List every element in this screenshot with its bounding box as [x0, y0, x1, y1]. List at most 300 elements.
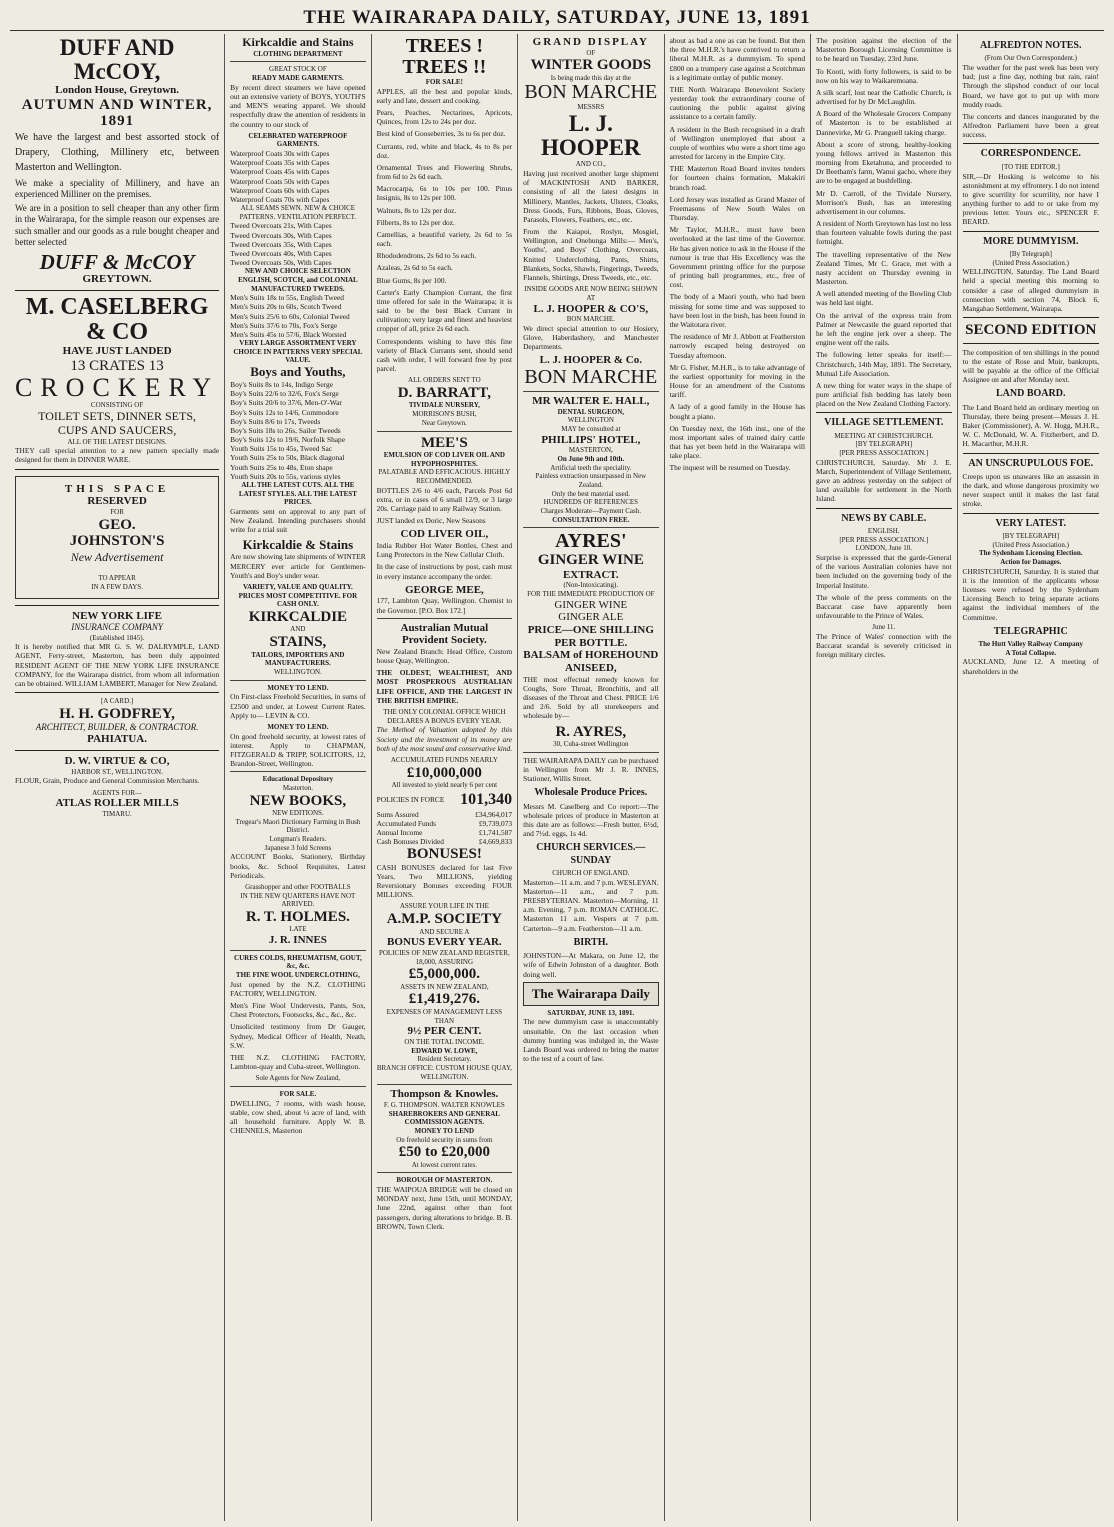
boys-suit-item: Youth Suits 25s to 48s, Eton shape — [230, 462, 333, 472]
bonus-every: BONUS EVERY YEAR. — [387, 936, 502, 949]
sydenham-text: CHRISTCHURCH, Saturday. It is stated that it is the intention of the applicants whose licenses were refused by the Sydenham Licensing Bench to bring separate actions against the individual members of the Committee. — [962, 566, 1099, 622]
accumulated: ACCUMULATED FUNDS NEARLY — [390, 755, 498, 764]
virtue-sub: HARBOR ST., WELLINGTON. — [71, 767, 163, 776]
overcoat-item: Tweed Overcoats 21s, With Capes — [230, 221, 332, 231]
cable-text-3: The Prince of Wales' connection with the Baccarat scandal is severely criticised in foreign military circles. — [816, 631, 952, 660]
birth-title: BIRTH. — [573, 936, 609, 948]
dummyism-title: MORE DUMMYISM. — [982, 235, 1079, 247]
dummyism-text: WELLINGTON, Saturday. The Land Board held a special meeting this morning to consider a case of alleged dummyism in connection with section 74, Block 6, Mangahao Settlement, Wairarapa. — [962, 267, 1099, 313]
funds-row — [377, 819, 512, 828]
tregear: Tregear's Maori Dictionary Farming in Bush District. — [235, 817, 361, 835]
price: PRICE—ONE SHILLING PER BOTTLE. — [527, 624, 654, 649]
sum-assured-row — [377, 810, 512, 819]
silk-scarf: A silk scarf, lost near the Catholic Church, is advertised for by Dr McLaughlin. — [816, 87, 952, 107]
church-title: CHURCH SERVICES.—SUNDAY — [536, 842, 646, 866]
boys-suit-item: Boy's Suits 12s to 19/6, Norfolk Shape — [230, 435, 346, 445]
land-board-title: LAND BOARD. — [996, 388, 1066, 400]
caselberg-sub: HAVE JUST LANDED — [62, 344, 172, 357]
lost-fowls: A resident of North Greytown has lost no less than fourteen valuable fowls during the past fortnight. — [816, 219, 952, 247]
licensing-position: The position against the election of the Masterton Borough Licensing Committee is to be heard on Tuesday, 23rd June. — [816, 36, 952, 64]
abbott-residence: The residence of Mr J. Abbott at Featherston narrowly escaped being destroyed on Tuesday afternoon. — [669, 332, 806, 360]
bon-marche-sm: BON MARCHE. — [566, 315, 615, 324]
lord-jersey: Lord Jersey was installed as Grand Master of Freemasons of New South Wales on Thursday. — [669, 194, 806, 223]
suit-item: Men's Suits 18s to 55s, English Tweed — [230, 293, 344, 303]
correspondence-to: [TO THE EDITOR.] — [1001, 162, 1060, 171]
card-label: [A CARD.] — [100, 697, 134, 706]
birth-text: JOHNSTON—At Makara, on June 12, the wife of Edwin Johnston of a daughter. Both doing well. — [523, 951, 659, 979]
cable-date-2: June 11. — [872, 623, 896, 632]
rhododendrons: Rhododendrons, 2s 6d to 5s each. — [376, 251, 477, 261]
dental-wellington: WELLINGTON — [567, 416, 614, 425]
inquest: The inquest will be resumed on Tuesday. — [669, 463, 791, 473]
money-lend-3: MONEY TO LEND — [414, 1126, 475, 1135]
carroll-nursery: Mr D. Carroll, of the Tividale Nursery, Morrison's Bush, has an interesting advertisement in our columns. — [816, 188, 952, 216]
nyl-sub: INSURANCE COMPANY — [71, 622, 163, 633]
virtue-name: D. W. VIRTUE & CO, — [64, 755, 170, 768]
policies-num: 101,340 — [460, 790, 513, 808]
boys-suit-item: Boy's Suits 8/6 to 17s, Tweeds — [230, 416, 321, 426]
grasshopper: Grasshopper and other FOOTBALLS — [245, 882, 351, 891]
george-addr: 177, Lambton Quay, Wellington. Chemist to the Governor. [P.O. Box 172.] — [376, 596, 513, 615]
column-4 — [518, 34, 664, 1521]
apples: APPLES, all the best and popular kinds, early and late, dessert and cooking. — [376, 86, 513, 105]
inside: INSIDE GOODS ARE NOW BEING SHOWN AT — [524, 285, 658, 302]
consisting: CONSISTING OF — [90, 401, 144, 410]
godfrey-name: H. H. GODFREY, — [59, 705, 175, 722]
overcoat-item: Tweed Overcoats 50s, With Capes — [230, 258, 332, 268]
reserved-1: THIS SPACE — [64, 482, 170, 495]
ginger-wine-2: GINGER WINE — [554, 598, 628, 611]
hooper-bon: L. J. HOOPER & CO'S, — [533, 302, 649, 315]
village-press: [PER PRESS ASSOCIATION.] — [839, 449, 929, 458]
winter-goods: WINTER GOODS — [530, 57, 652, 74]
account-books: ACCOUNT Books, Stationery, Birthday books, &c. School Requisites, Latest Periodicals. — [230, 852, 366, 880]
cable-sub: ENGLISH. — [867, 527, 900, 536]
cures: CURES COLDS, RHEUMATISM, GOUT, &c, &c. — [234, 953, 362, 971]
taylor: Mr Taylor, M.H.R., must have been overlooked at the last time of the Governor. He has given notice to ask in the House if the rumour is true that His Excellency was the Government printing office for the purpose of printing ball programmes, etc., free of cost. — [669, 225, 806, 290]
policies-nz: POLICIES OF NEW ZEALAND REGISTER, 18,000, ASSURING — [378, 948, 510, 966]
ginger-wine: GINGER WINE — [537, 552, 644, 569]
latest-styles: ALL THE LATEST CUTS. ALL THE LATEST STYLES. ALL THE LATEST PRICES. — [238, 480, 357, 507]
second-edition: SECOND EDITION — [965, 322, 1097, 339]
dental-dates: On June 9th and 10th. — [557, 454, 625, 463]
village-sub: MEETING AT CHRISTCHURCH. — [834, 431, 934, 440]
travelling-rep: The travelling representative of the New Zealand Times, Mr C. Grace, met with a nasty accident on Thursday evening in Masterton. — [816, 249, 952, 287]
village-text: CHRISTCHURCH, Saturday. Mr J. E. March, Superintendent of Village Settlement, gave an address yesterday on the subject of land available for settlement in the North Island. — [816, 457, 952, 504]
boys-suit-item: Boy's Suits 12s to 14/6, Commodore — [230, 407, 339, 417]
total-collapse: A Total Collapse. — [1005, 648, 1057, 657]
hooper-and-co: AND CO., — [575, 160, 606, 169]
hooper-text: Having just received another large shipment of MACKINTOSH AND BARKER, consisting of all the latest designs in Millinery, Mantles, Jackets, Ulsters, Cloaks, Dress Goods, Furs, Ribbons, Boas, Gloves, Parasols, Flowers, Feathers, etc., etc. — [523, 169, 659, 224]
leader: The new dummyism case is unaccountably unsuitable. On the last occasion when dummy hunting was indulged in, the Waste Lands Board was ordered to bring the matter to the test of a court of law. — [523, 1017, 659, 1064]
new-select: NEW AND CHOICE SELECTION ENGLISH, SCOTCH, and COLONIAL MANUFACTURED TWEEDS. — [238, 267, 358, 293]
all-invested: All invested to yield nearly 6 per cent — [391, 781, 498, 790]
hooper-heading: L. J. HOOPER — [540, 111, 641, 161]
crockery-heading: CROCKERY — [15, 373, 220, 403]
mens-fine: Men's Fine Wool Undervests, Pants, Sox, Chest Protectors, Footsocks, &c., &c., &c. — [230, 1001, 366, 1020]
kirk3-wellington: WELLINGTON. — [273, 667, 322, 676]
pears: Pears, Peaches, Nectarines, Apricots, Quinces, from 12s to 24s per doz. — [376, 108, 513, 127]
oldest: THE OLDEST, WEALTHIEST, AND MOST PROSPEROUS AUSTRALIAN LIFE OFFICE, AND THE LARGEST IN THE BRITISH EMPIRE. — [376, 668, 513, 705]
very-latest-title: VERY LATEST. — [995, 517, 1067, 529]
north-benevolent: THE North Wairarapa Benevolent Society yesterday took the extraordinary course of cautioning the public against giving assistance to a certain family. — [669, 84, 806, 122]
crockery-designs: ALL OF THE LATEST DESIGNS. — [67, 437, 167, 446]
being-made: Is being made this day at the — [550, 73, 631, 82]
walnuts: Walnuts, 8s to 12s per doz. — [376, 205, 457, 215]
bon-marche-2: BON MARCHE — [524, 365, 658, 388]
overcoats-list — [230, 221, 365, 267]
grocers-board: A Board of the Wholesale Grocers Company of Masterton is to be established at Dannevirke, Mr G. Pranguell taking charge. — [816, 109, 952, 137]
seams-sewn: ALL SEAMS SEWN. NEW & CHOICE PATTERNS. VENTILATION PERFECT. — [239, 204, 357, 221]
boys-title: Boys and Youths, — [250, 364, 346, 380]
large-stock: VERY LARGE ASSORTMENT VERY CHOICE IN PATTERNS VERY SPECIAL VALUE. — [233, 339, 363, 365]
nz-branch: New Zealand Branch: Head Office, Custom house Quay, Wellington. — [376, 646, 513, 666]
orders: ALL ORDERS SENT TO — [408, 376, 481, 385]
at-lowest: At lowest current rates. — [411, 1160, 478, 1169]
assets-nz: ASSETS IN NEW ZEALAND, — [400, 982, 489, 991]
dental-masterton: MASTERTON, — [568, 446, 613, 455]
crockery-cups: CUPS AND SAUCERS, — [57, 422, 177, 437]
branch-office: BRANCH OFFICE: CUSTOM HOUSE QUAY, WELLINGTON. — [376, 1063, 512, 1081]
only-colonial: THE ONLY COLONIAL OFFICE WHICH DECLARES A BONUS EVERY YEAR. — [383, 708, 506, 725]
second-text: The composition of ten shillings in the pound to the estate of Rose and Muir, bankrupts, will be payable at the office of the Official Assignee on and after Monday next. — [962, 347, 1099, 385]
bonuses: BONUSES! — [406, 846, 482, 863]
messrs: MESSRS — [577, 103, 605, 112]
duff-season: AUTUMN AND WINTER, 1891 — [21, 96, 213, 130]
only-visit: Only the best material used. — [551, 489, 630, 498]
unsolicited: Unsolicited testimony from Dr Gauger, Sydney, Medical Officer of Health, Neath, S.W. — [230, 1022, 366, 1050]
money-lend-2: MONEY TO LEND. — [267, 722, 329, 731]
consulted: MAY be consulted at — [561, 424, 621, 433]
boys-suits-list — [230, 380, 365, 481]
reserved-geo: GEO. — [98, 516, 136, 533]
sum-assured: £34,964,017 — [475, 809, 513, 819]
alfredton-text: The weather for the past week has been very bad; just a fine day, nothing but rain, rain! Through the slipshod conduct of our local Board, we have got to put up with more muddy roads. — [962, 63, 1099, 109]
assure: ASSURE YOUR LIFE IN THE — [399, 902, 489, 911]
bowling-club: A well attended meeting of the Bowling Club was held last night. — [816, 289, 952, 308]
hall: MR WALTER E. HALL, — [532, 394, 650, 407]
edu-masterton: Masterton. — [282, 783, 313, 792]
hutt-valley: The Hutt Valley Railway Company — [978, 640, 1084, 649]
non-intox: (Non-Intoxicating). — [563, 581, 619, 590]
garments-note: Garments sent on approval to any part of New Zealand. Intending purchasers should write for a trial suit — [230, 506, 366, 535]
money-lend-1: MONEY TO LEND. — [267, 683, 329, 692]
emulsion: EMULSION OF COD LIVER OIL AND HYPOPHOSPHITES. — [383, 451, 505, 468]
very-latest-press: (United Press Association.) — [992, 540, 1069, 549]
bottles: BOTTLES 2/6 to 4/6 each, Parcels Post 6d extra, or in cases of 6 small 12/9, or 3 large 20s. Carriage paid to any Railway Station. — [376, 485, 513, 514]
bush-resident: A resident in the Bush recognised in a draft of Wellington unemployed that about a couple of worthies who were a short time ago arrested for larceny in the Empire City. — [669, 124, 806, 162]
duff-signature: DUFF & McCOY — [39, 249, 195, 274]
artificial: Artificial teeth the speciality. — [550, 463, 632, 472]
paper-banner: The Wairarapa Daily — [523, 982, 658, 1006]
freehold: On freehold security in sums from — [396, 1135, 493, 1144]
reserved-johnston: JOHNSTON'S — [69, 533, 165, 550]
funds: £9,739,073 — [478, 818, 513, 828]
newspaper-columns — [10, 34, 1104, 1521]
five-mil: £5,000,000. — [408, 966, 480, 983]
wholesale-title: Wholesale Produce Prices. — [534, 787, 648, 799]
suits-list — [230, 293, 365, 339]
macrocarpa: Macrocarpa, 6s to 10s per 100. Pinus Insignis, 8s to 12s per 100. — [376, 184, 513, 203]
money-range: £50 to £20,000 — [398, 1144, 490, 1161]
morrisons: MORRISON'S BUSH, — [412, 410, 477, 419]
cash-bonus-label: Cash Bonuses Divided — [376, 837, 444, 847]
agents: AGENTS FOR— — [92, 788, 143, 797]
cuba: 30, Cuba-street Wellington — [553, 740, 629, 749]
holmes-late: LATE — [289, 925, 307, 934]
george-mee: GEORGE MEE, — [404, 583, 484, 596]
phillips: PHILLIPS' HOTEL, — [541, 433, 641, 446]
overcoat-item: Tweed Overcoats 35s, With Capes — [230, 239, 332, 249]
grand-display: GRAND DISPLAY — [532, 36, 649, 48]
near-greytown: Near Greytown. — [421, 418, 467, 427]
income-label: Annual Income — [376, 827, 423, 837]
nyl-title: NEW YORK LIFE — [72, 609, 162, 622]
church-services: Masterton—11 a.m. and 7 p.m. WESLEYAN. Masterton—11 a.m., and 7 p.m. PRESBYTERIAN. Masterton—Morning, 11 a.m. Evening, 7 p.m. ROMAN CATHOLIC. Masterton 11 a.m. Vespers at 7 p.m. Carterton—9 a.m. Featherston—11 a.m. — [523, 877, 659, 933]
correspondents: Correspondents wishing to have this fine variety of Black Currants sent, should send cash with order, I will forward free by post parcel. — [376, 336, 513, 374]
duff-text3: We are in a position to sell cheaper than any other firm in the Wairarapa, for the simple reason our expenses are such smaller and our goods as a rule bought cheaper and better selected — [15, 203, 220, 247]
suit-item: Men's Suits 20s to 60s, Scotch Tweed — [230, 302, 342, 312]
unscrupulous-text: Creeps upon us unawares like an assassin in the dark, and whose dangerous proximity we never suspect until it makes the last fatal stroke. — [962, 471, 1099, 509]
godfrey-town: PAHIATUA. — [87, 733, 147, 746]
sydenham: The Sydenham Licensing Election. — [979, 549, 1083, 558]
currants: Currants, red, white and black, 4s to 8s per doz. — [376, 141, 513, 160]
waterproof-list — [230, 149, 365, 204]
kirk-intro: By recent direct steamers we have opened out an extensive variety of BOYS, YOUTH'S and MEN'S wearing apparel. We should respectfully draw the attention of residents in the country to our stock of — [230, 82, 366, 129]
kirk-title: Kirkcaldie and Stains — [242, 35, 354, 49]
cod-liver: COD LIVER OIL, — [400, 528, 489, 541]
blue-gums: Blue Gums, 8s per 100. — [376, 275, 447, 285]
bridge-notice: THE WAIPOUA BRIDGE will be closed on MONDAY next, June 15th, until MONDAY, June 22nd, against other than foot passengers, during alterations to bridge. B. B. BROWN, Town Clerk. — [376, 1185, 513, 1231]
immediate: FOR THE IMMEDIATE PRODUCTION OF — [527, 590, 655, 599]
waterproof-heading: CELEBRATED WATERPROOF GARMENTS. — [248, 131, 348, 149]
duff-text: We have the largest and best assorted stock of Drapery, Clothing, Millinery etc, between Masterton and Wellington. — [15, 131, 220, 173]
india: India Rubber Hot Water Bottles, Chest and Lung Protectors in the New Cellular Cloth. — [376, 541, 513, 560]
palatable: PALATABLE AND EFFICACIOUS. HIGHLY RECOMMENDED. — [378, 468, 511, 486]
masthead-title: THE WAIRARAPA DAILY, SATURDAY, JUNE 13, 1891 — [303, 7, 811, 28]
bonuses-text: CASH BONUSES declared for last Five Years, Two MILLIONS, yielding Reversionary Bonuses exceeding FOUR MILLIONS. — [376, 862, 513, 900]
duff-title: DUFF AND McCOY, — [59, 35, 175, 85]
amp-society: A.M.P. SOCIETY — [386, 911, 503, 928]
variety: VARIETY, VALUE AND QUALITY. PRICES MOST COMPETITIVE. FOR CASH ONLY. — [238, 582, 358, 609]
landed: JUST landed ex Doric, New Seasons — [376, 516, 486, 526]
boys-suit-item: Youth Suits 25s to 50s, Black diagonal — [230, 453, 345, 463]
maori-body: The body of a Maori youth, who had been missing for some time and was supposed to have been lost in the bush, has been found in the Waitotara river. — [669, 292, 806, 329]
trees-heading-2: TREES !! — [402, 56, 487, 78]
pct: 9½ PER CENT. — [407, 1025, 482, 1038]
correspondence-title: CORRESPONDENCE. — [980, 148, 1081, 160]
borough: BOROUGH OF MASTERTON. — [396, 1176, 493, 1185]
japanese-screens: Japanese 3 fold Screens — [264, 843, 332, 852]
action-damages: Action for Damages. — [1000, 558, 1062, 567]
policies-row — [377, 790, 512, 810]
sole-agents: Sole Agents for New Zealand, — [255, 1074, 341, 1083]
trees-heading: TREES ! — [405, 35, 483, 57]
tailors: TAILORS, IMPORTERS AND MANUFACTURERS. — [251, 650, 345, 668]
unscrupulous-title: AN UNSCRUPULOUS FOE. — [968, 457, 1094, 469]
cable-date: LONDON, June 10. — [855, 544, 912, 553]
kirk3-stains: STAINS, — [269, 634, 327, 651]
alfredton-from: (From Our Own Correspondent.) — [984, 54, 1078, 63]
kaiapoi: From the Kaiapoi, Roslyn, Mosgiel, Wellington, and Onehunga Mills:— Men's, Youths', and Boys' Clothing, Overcoats, Knitted Underclothing, Pants, Shirts, Blankets, Socks, Shawls, Fingerings, Tweeds, Flannels, Shirtings, Dress Tweeds, etc., etc. — [523, 227, 659, 282]
ayres-title: AYRES' — [555, 530, 627, 553]
telegraphic-title: TELEGRAPHIC — [993, 625, 1068, 637]
holmes: R. T. HOLMES. — [245, 908, 350, 925]
auckland-text: AUCKLAND, June 12. A meeting of shareholders in the — [962, 657, 1099, 676]
cattle-sale: On Tuesday next, the 16th inst., one of the most important sales of trained dairy cattle that has yet been held in the Wairarapa will take place. — [669, 423, 806, 461]
boys-suit-item: Youth Suits 20s to 55s, various styles — [230, 471, 341, 481]
method: The Method of Valuation adopted by this Society and the investment of its money are both of the most sound and conservative kind. — [376, 725, 513, 753]
consultation: CONSULTATION FREE. — [552, 515, 630, 524]
paper-date: SATURDAY, JUNE 13, 1891. — [547, 1008, 635, 1017]
kirk-dept: CLOTHING DEPARTMENT — [253, 49, 343, 58]
duff-signature-town: GREYTOWN. — [82, 272, 152, 285]
crockery-sets: TOILET SETS, DINNER SETS, — [38, 409, 197, 424]
boys-suit-item: Boy's Suits 22/6 to 32/6, Fox's Serge — [230, 389, 339, 399]
thompson-sub: F. G. THOMPSON. WALTER KNOWLES — [383, 1100, 505, 1109]
hooper2: L. J. HOOPER & Co. — [539, 354, 643, 367]
correspondence-text: SIR,—Dr Hosking is welcome to his astonishment at my effrontery. I do not intend to give scurrility for scurrility, nor have I anything further to add to or take from my previous letter. Yours etc., SPENCER F. BEARD. — [962, 171, 1099, 227]
new-thing: A new thing for water ways in the shape of pure artificial fish bedding has lately been placed on the New Zealand Clothing Factory. — [816, 380, 952, 409]
kirk2-title: Kirkcaldie & Stains — [242, 536, 354, 552]
ten-million: £10,000,000 — [406, 764, 482, 781]
charges: Charges Moderate—Payment Cash. — [540, 506, 642, 515]
bon-marche-heading: BON MARCHE — [524, 81, 658, 104]
cable-title: NEWS BY CABLE. — [841, 512, 927, 524]
reserved-3: FOR — [110, 507, 124, 516]
tividale: TIVIDALE NURSERY, — [408, 401, 480, 410]
for-sale-dwelling-heading: FOR SALE. — [279, 1089, 317, 1098]
dental: DENTAL SURGEON, — [557, 407, 625, 416]
gooseberries: Best kind of Gooseberries, 3s to 6s per doz. — [376, 129, 506, 139]
harbour-tenders: THE Masterton Road Board invites tenders for fourteen chains formation, Makakiri branch road. — [669, 164, 806, 192]
overcoat-item: Tweed Overcoats 30s, With Capes — [230, 230, 332, 240]
new-editions: NEW EDITIONS. — [272, 809, 324, 818]
balsam: BALSAM of HOREHOUND ANISEED, — [523, 649, 659, 675]
boys-suit-item: Boy's Suits 18s to 26s, Sailor Tweeds — [230, 425, 341, 435]
thompson: Thompson & Knowles. — [390, 1088, 499, 1101]
village-telegraph: [BY TELEGRAPH] — [855, 440, 913, 449]
column-5 — [665, 34, 811, 1521]
policies-label: POLICIES IN FORCE — [376, 795, 445, 805]
resident-sec: Resident Secretary. — [417, 1055, 472, 1064]
virtue-text: FLOUR, Grain, Produce and General Commission Merchants. — [15, 776, 200, 786]
edu-depository: Educational Depository — [262, 775, 334, 784]
waterproof-coat-item: Waterproof Coats 60s with Capes — [230, 185, 330, 195]
painless: Painless extraction unsurpassed in New Zealand. — [535, 472, 647, 489]
assets-num: £1,419,276. — [408, 991, 480, 1008]
suit-item: Men's Suits 37/6 to 70s, Fox's Serge — [230, 320, 338, 330]
kirk3-title: KIRKCALDIE — [248, 608, 348, 625]
case-note: In the case of instructions by post, cash must in every instance accompany the order. — [376, 562, 513, 581]
boys-suit-item: Boy's Suits 20/6 to 37/6, Men-O'-War — [230, 398, 342, 408]
cash-bonus: £4,669,833 — [478, 837, 513, 847]
caselberg-title: M. CASELBERG & CO — [25, 293, 209, 345]
income: £1,741,587 — [478, 827, 513, 837]
waterproof-coat-item: Waterproof Coats 35s with Capes — [230, 158, 330, 168]
ornamental: Ornamental Trees and Flowering Shrubs, from 6d to 2s 6d each. — [376, 162, 513, 182]
fisher: Mr G. Fisher, M.H.R., is to take advantage of the earliest opportunity for moving in the House for an amendment of the Customs tariff. — [669, 362, 806, 400]
very-latest-telegraph: [BY TELEGRAPH] — [1002, 532, 1060, 541]
wholesale-text: Messrs M. Caselberg and Co report:—The wholesale prices of produce in Masterton at this date are as follows:—Fresh butter, 6½d, and 7½d. eggs, 1s 4d. — [523, 801, 659, 839]
sharebrokers: SHAREBROKERS AND GENERAL COMMISSION AGENTS. — [388, 1109, 500, 1127]
column-2 — [225, 34, 371, 1521]
dwelling-text: DWELLING, 7 rooms, with wash house, stable, cow shed, about ¼ acre of land, with all household furniture. Apply W. B. CHENNELS, Masterton — [230, 1098, 366, 1136]
nz-clothing: THE N.Z. CLOTHING FACTORY, Lambton-quay and Cuba-street, Wellington. — [230, 1052, 366, 1072]
ayres-name: R. AYRES, — [555, 723, 627, 740]
direct: We direct special attention to our Hosiery, Glove, Haberdashery, and Manchester Departments. — [523, 323, 659, 352]
filberts: Filberts, 8s to 12s per doz. — [376, 217, 455, 227]
edward-lowe: EDWARD W. LOWE, — [411, 1046, 478, 1055]
crates: 13 CRATES 13 — [70, 357, 164, 374]
daily-note: THE WAIRARAPA DAILY can be purchased in Wellington from Mr J. R. INNES, Stationer, Willis Street. — [523, 755, 659, 784]
sum-assured-label: Sums Assured — [376, 809, 419, 819]
timaru: TIMARU. — [102, 809, 132, 818]
cable-press: [PER PRESS ASSOCIATION.] — [839, 535, 929, 544]
carter: Carter's Early Champion Currant, the first time offered for sale in the Wairarapa; it is said to be the best Black Currant in cultivation; very large and finest and heaviest cropper of all, price 2s 6d each. — [376, 287, 513, 334]
boys-suit-item: Boy's Suits 8s to 14s, Indigo Serge — [230, 380, 333, 390]
alfredton-title: ALFREDTON NOTES. — [979, 40, 1082, 51]
overcoat-item: Tweed Overcoats 40s, With Capes — [230, 248, 332, 258]
azaleas: Azaleas, 2s 6d to 5s each. — [376, 263, 453, 273]
new-quarters: IN THE NEW QUARTERS HAVE NOT ARRIVED. — [240, 891, 356, 909]
express-train: On the arrival of the express train from Palmer at Newcastle the guard reported that he left the engine jerk over a sheep. The engine went off the rails. — [816, 310, 952, 348]
camellias: Camellias, a beautiful variety, 2s 6d to 5s each. — [376, 229, 513, 249]
kirk2-text: Are now showing late shipments of WINTER MERCERY ever article for Gentlemen-Youth's and Boy's under wear. — [230, 552, 366, 580]
column-1 — [10, 34, 225, 1521]
reserved-few-days: IN A FEW DAYS. — [91, 583, 143, 592]
secure: AND SECURE A — [419, 927, 470, 936]
balsam-text: THE most effectual remedy known for Coughs, Sore Throat, Bronchitis, and all diseases of the Throat and Chest. PRICE 1/6 and 2/6. Sold by all storekeepers and wholesale by— — [523, 674, 659, 721]
money-text-1: On First-class Freehold Securities, in sums of £2500 and under, at Lowest Current Rates. Apply to— LEVIN & CO. — [230, 692, 366, 720]
fine-wool: THE FINE WOOL UNDERCLOTHING, — [235, 971, 360, 980]
nyl-est: (Established 1845). — [89, 633, 145, 642]
grand-of: OF — [586, 48, 596, 57]
dummyism-telegraph: [By Telegraph] — [1009, 249, 1052, 258]
income-row — [377, 828, 512, 837]
suit-item: Men's Suits 25/6 to 60s, Colonial Tweed — [230, 311, 350, 321]
kirk3-and: AND — [290, 625, 306, 634]
waterproof-coat-item: Waterproof Coats 30s with Capes — [230, 149, 330, 159]
reserved-2: RESERVED — [87, 495, 147, 508]
waterproof-coat-item: Waterproof Coats 50s with Capes — [230, 176, 330, 186]
following-letter: The following letter speaks for itself:—Christchurch, 14th May, 1891. The Secretary, Mutual Life Association. — [816, 350, 952, 378]
trees-for-sale: FOR SALE! — [425, 78, 463, 86]
piano-lady: A lady of a good family in the House has bought a piano. — [669, 402, 806, 421]
extract: EXTRACT. — [562, 568, 619, 581]
just-opened: Just opened by the N.Z. CLOTHING FACTORY, WELLINGTON. — [230, 979, 366, 998]
references: HUNDREDS OF REFERENCES — [543, 498, 639, 507]
ginger-ale: GINGER ALE — [558, 611, 624, 624]
nyl-text: It is hereby notified that MR G. S. W. DALRYMPLE, LAND AGENT, Ferry-street, Masterton, has been duly appointed RESIDENT AGENT OF THE NEW YORK LIFE INSURANCE COMPANY, for the Wairarapa district, from whom all information can be obtained. WILLIAM LAMBERT, Manager for New Zealand. — [15, 642, 220, 688]
column-7 — [958, 34, 1104, 1521]
column-3 — [372, 34, 518, 1521]
village-title: VILLAGE SETTLEMENT. — [824, 417, 944, 429]
ready-made: READY MADE GARMENTS. — [252, 74, 344, 83]
alfredton-text-2: The concerts and dances inaugurated by the Alfredton Parliament have been a great success. — [962, 111, 1099, 140]
reserved-space — [15, 476, 219, 599]
reserved-appear: TO APPEAR — [98, 574, 136, 583]
godfrey-sub: ARCHITECT, BUILDER, & CONTRACTOR. — [35, 722, 199, 733]
column-6 — [811, 34, 957, 1521]
young-fellows: About a score of strong, healthy-looking young fellows arrived in Masterton this morning from Eketahuna, and proceeded to Dr Beetham's farm, Wanui gacho, where they are to be engaged at bushfelling. — [816, 139, 952, 186]
mees: MEE'S — [421, 434, 468, 451]
suit-item: Men's Suits 45s to 57/6, Black Worsted — [230, 329, 347, 339]
cable-text-2: The whole of the press comments on the Baccarat case have apparently been unfavourable to the Prince of Wales. — [816, 592, 952, 621]
great-stock: GREAT STOCK OF — [269, 65, 327, 74]
boys-suit-item: Youth Suits 15s to 45s, Tweed Sac — [230, 444, 333, 454]
atlas: ATLAS ROLLER MILLS — [55, 797, 179, 810]
